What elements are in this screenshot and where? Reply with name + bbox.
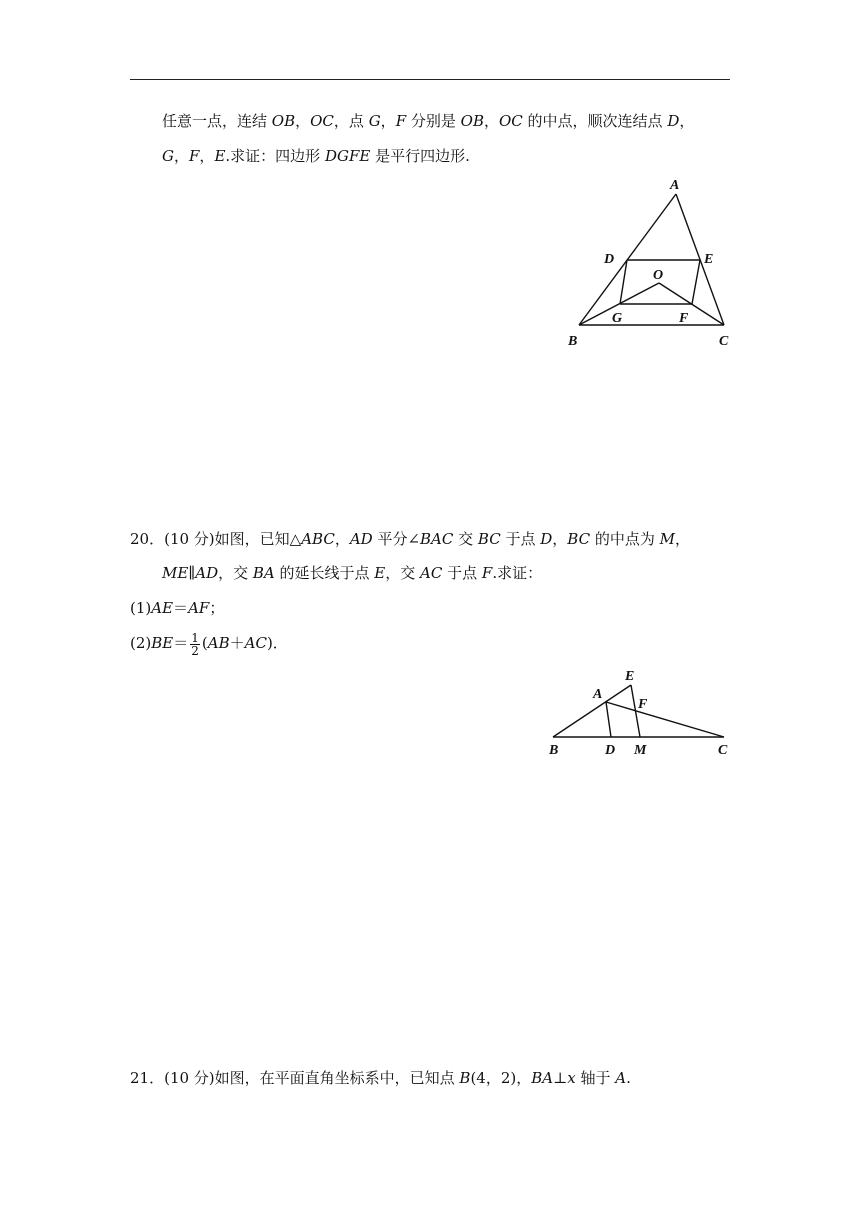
segment-AC	[606, 702, 724, 737]
label-C: C	[719, 334, 729, 349]
label-O: O	[653, 268, 664, 283]
label-F: F	[679, 311, 689, 326]
q20-part-2: (2)BE＝ $\frac{1}{2}$ (AB＋AC)．	[130, 630, 288, 658]
label-G: G	[612, 311, 623, 326]
label-A: A	[593, 687, 603, 702]
label-B: B	[549, 743, 559, 758]
label-A: A	[670, 178, 680, 193]
label-D: D	[605, 743, 616, 758]
label-C: C	[718, 743, 728, 758]
label-D: D	[604, 252, 615, 267]
label-E: E	[704, 252, 714, 267]
fraction-one-half: $\frac{1}{2}$	[191, 630, 199, 658]
q21-text-line-1: 21．(10 分)如图，在平面直角坐标系中，已知点 B(4，2)，BA⊥x 轴于 A.	[130, 1069, 631, 1087]
label-F: F	[638, 697, 648, 712]
label-B: B	[568, 334, 578, 349]
q19-text-line-2: G，F，E.求证：四边形 DGFE 是平行四边形.	[162, 147, 470, 165]
label-E: E	[625, 669, 635, 684]
q20-text-line-2: ME∥AD，交 BA 的延长线于点 E，交 AC 于点 F.求证：	[162, 564, 543, 582]
segment-AD	[606, 702, 611, 737]
label-M: M	[634, 743, 647, 758]
q19-text-line-1: 任意一点，连结 OB，OC，点 G，F 分别是 OB，OC 的中点，顺次连结点 D，	[162, 112, 695, 130]
segment-BE	[553, 685, 631, 737]
q20-part-1: (1)AE＝AF；	[130, 599, 225, 617]
q20-text-line-1: 20．(10 分)如图，已知△ABC，AD 平分∠BAC 交 BC 于点 D，BC 的中点为 M，	[130, 530, 690, 548]
